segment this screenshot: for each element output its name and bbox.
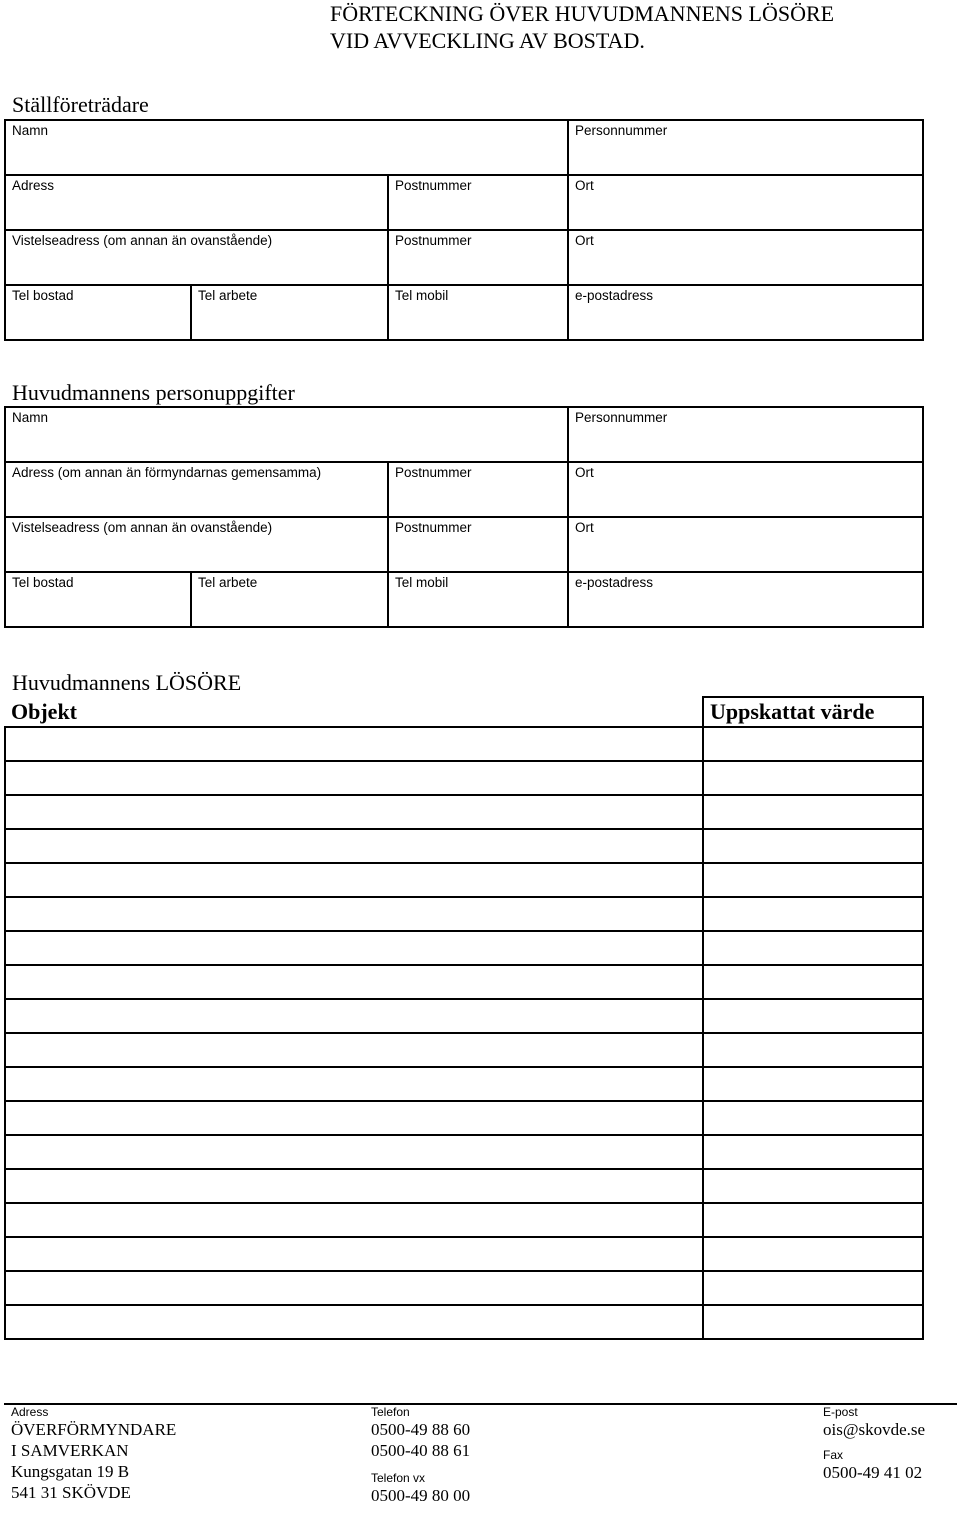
hm-tel-arbete-field[interactable] [191, 572, 388, 627]
stf-ort2-field[interactable] [568, 230, 923, 285]
stf-ort2-label: Ort [575, 233, 594, 248]
objekt-cell[interactable] [5, 863, 703, 897]
hm-adress-label: Adress (om annan än förmyndarnas gemensamma) [12, 465, 322, 480]
objekt-cell[interactable] [5, 1271, 703, 1305]
objekt-cell[interactable] [5, 795, 703, 829]
hm-tel-arbete-label: Tel arbete [198, 575, 258, 590]
losore-row [5, 1135, 923, 1169]
section-heading-stallforetradare: Ställföreträdare [12, 92, 149, 117]
section-heading-huvudman: Huvudmannens personuppgifter [12, 380, 295, 405]
objekt-cell[interactable] [5, 1305, 703, 1339]
objekt-cell[interactable] [5, 1169, 703, 1203]
varde-cell[interactable] [703, 1101, 923, 1135]
objekt-cell[interactable] [5, 897, 703, 931]
stf-vistelseadress-label: Vistelseadress (om annan än ovanstående) [12, 233, 273, 248]
varde-cell[interactable] [703, 795, 923, 829]
objekt-cell[interactable] [5, 761, 703, 795]
varde-cell[interactable] [703, 1271, 923, 1305]
section-heading-losore: Huvudmannens LÖSÖRE [12, 670, 242, 695]
footer-adress-line1: ÖVERFÖRMYNDARE [11, 1420, 177, 1439]
hm-epost-label: e-postadress [575, 575, 654, 590]
losore-row [5, 795, 923, 829]
varde-cell[interactable] [703, 1203, 923, 1237]
stf-personnummer-label: Personnummer [575, 123, 668, 138]
objekt-cell[interactable] [5, 727, 703, 761]
hm-namn-label: Namn [12, 410, 49, 425]
losore-row [5, 1101, 923, 1135]
objekt-cell[interactable] [5, 1237, 703, 1271]
varde-cell[interactable] [703, 1067, 923, 1101]
hm-postnummer2-field[interactable] [388, 517, 568, 572]
varde-cell[interactable] [703, 931, 923, 965]
stf-postnummer-label: Postnummer [395, 178, 472, 193]
hm-ort-field[interactable] [568, 462, 923, 517]
stf-namn-label: Namn [12, 123, 49, 138]
objekt-cell[interactable] [5, 965, 703, 999]
objekt-cell[interactable] [5, 1135, 703, 1169]
hm-tel-mobil-field[interactable] [388, 572, 568, 627]
hm-postnummer-label: Postnummer [395, 465, 472, 480]
losore-row [5, 1067, 923, 1101]
varde-cell[interactable] [703, 863, 923, 897]
stf-ort-label: Ort [575, 178, 594, 193]
stf-postnummer2-label: Postnummer [395, 233, 472, 248]
stf-tel-bostad-label: Tel bostad [12, 288, 74, 303]
stf-epost-field[interactable] [568, 285, 923, 340]
stf-epost-label: e-postadress [575, 288, 654, 303]
losore-row [5, 829, 923, 863]
col-header-objekt: Objekt [5, 697, 703, 727]
losore-row [5, 897, 923, 931]
footer-telefon-block [371, 1405, 470, 1506]
losore-row [5, 1033, 923, 1067]
losore-row [5, 863, 923, 897]
col-header-uppskattat-varde: Uppskattat värde [703, 697, 923, 727]
objekt-cell[interactable] [5, 1067, 703, 1101]
hm-tel-mobil-label: Tel mobil [395, 575, 449, 590]
objekt-cell[interactable] [5, 999, 703, 1033]
hm-postnummer-field[interactable] [388, 462, 568, 517]
varde-cell[interactable] [703, 1033, 923, 1067]
hm-epost-field[interactable] [568, 572, 923, 627]
hm-ort2-label: Ort [575, 520, 594, 535]
hm-tel-bostad-field[interactable] [5, 572, 191, 627]
footer-adress-line3: Kungsgatan 19 B [11, 1462, 130, 1481]
stf-tel-arbete-label: Tel arbete [198, 288, 258, 303]
losore-row [5, 761, 923, 795]
footer-adress-line2: I SAMVERKAN [11, 1441, 129, 1460]
stf-personnummer-field[interactable] [568, 120, 923, 175]
hm-vistelseadress-label: Vistelseadress (om annan än ovanstående) [12, 520, 273, 535]
title-line-1: FÖRTECKNING ÖVER HUVUDMANNENS LÖSÖRE [330, 1, 835, 26]
hm-adress-field[interactable] [5, 462, 388, 517]
objekt-cell[interactable] [5, 1101, 703, 1135]
varde-cell[interactable] [703, 829, 923, 863]
hm-personnummer-field[interactable] [568, 407, 923, 462]
varde-cell[interactable] [703, 1237, 923, 1271]
objekt-cell[interactable] [5, 1203, 703, 1237]
stf-vistelseadress-field[interactable] [5, 230, 388, 285]
footer-telefon-2: 0500-40 88 61 [371, 1441, 471, 1460]
footer-telefon-vx: 0500-49 80 00 [371, 1486, 471, 1505]
stf-tel-mobil-field[interactable] [388, 285, 568, 340]
stf-ort-field[interactable] [568, 175, 923, 230]
losore-row [5, 965, 923, 999]
hm-tel-bostad-label: Tel bostad [12, 575, 74, 590]
footer-telefon-vx-label: Telefon vx [371, 1471, 426, 1485]
stallforetradare-form [4, 119, 924, 341]
document-title [330, 0, 834, 54]
huvudman-form [4, 406, 924, 628]
losore-table [4, 696, 924, 1340]
footer-epost-block [823, 1405, 925, 1483]
varde-cell[interactable] [703, 1169, 923, 1203]
footer-epost-value: ois@skovde.se [823, 1420, 926, 1439]
varde-cell[interactable] [703, 761, 923, 795]
varde-cell[interactable] [703, 999, 923, 1033]
varde-cell[interactable] [703, 1305, 923, 1339]
varde-cell[interactable] [703, 727, 923, 761]
hm-postnummer2-label: Postnummer [395, 520, 472, 535]
losore-row [5, 1305, 923, 1339]
losore-row [5, 1169, 923, 1203]
stf-adress-label: Adress [12, 178, 55, 193]
hm-ort-label: Ort [575, 465, 594, 480]
hm-personnummer-label: Personnummer [575, 410, 668, 425]
footer-fax-value: 0500-49 41 02 [823, 1463, 923, 1482]
hm-namn-field[interactable] [5, 407, 568, 462]
stf-tel-mobil-label: Tel mobil [395, 288, 449, 303]
footer-telefon-label: Telefon [371, 1405, 410, 1419]
stf-postnummer-field[interactable] [388, 175, 568, 230]
footer-address-block [11, 1405, 176, 1503]
hm-ort2-field[interactable] [568, 517, 923, 572]
stf-adress-field[interactable] [5, 175, 388, 230]
varde-cell[interactable] [703, 965, 923, 999]
objekt-cell[interactable] [5, 931, 703, 965]
footer-adress-line4: 541 31 SKÖVDE [11, 1483, 131, 1502]
stf-postnummer2-field[interactable] [388, 230, 568, 285]
losore-row [5, 1237, 923, 1271]
losore-row [5, 1203, 923, 1237]
varde-cell[interactable] [703, 897, 923, 931]
losore-rows [5, 727, 923, 1339]
varde-cell[interactable] [703, 1135, 923, 1169]
footer-adress-label: Adress [11, 1405, 49, 1419]
hm-vistelseadress-field[interactable] [5, 517, 388, 572]
stf-tel-arbete-field[interactable] [191, 285, 388, 340]
footer-epost-label: E-post [823, 1405, 858, 1419]
stf-tel-bostad-field[interactable] [5, 285, 191, 340]
objekt-cell[interactable] [5, 1033, 703, 1067]
stf-namn-field[interactable] [5, 120, 568, 175]
losore-row [5, 1271, 923, 1305]
footer-fax-label: Fax [823, 1448, 844, 1462]
footer-telefon-1: 0500-49 88 60 [371, 1420, 471, 1439]
title-line-2: VID AVVECKLING AV BOSTAD. [330, 28, 645, 53]
losore-row [5, 727, 923, 761]
objekt-cell[interactable] [5, 829, 703, 863]
losore-row [5, 999, 923, 1033]
losore-row [5, 931, 923, 965]
